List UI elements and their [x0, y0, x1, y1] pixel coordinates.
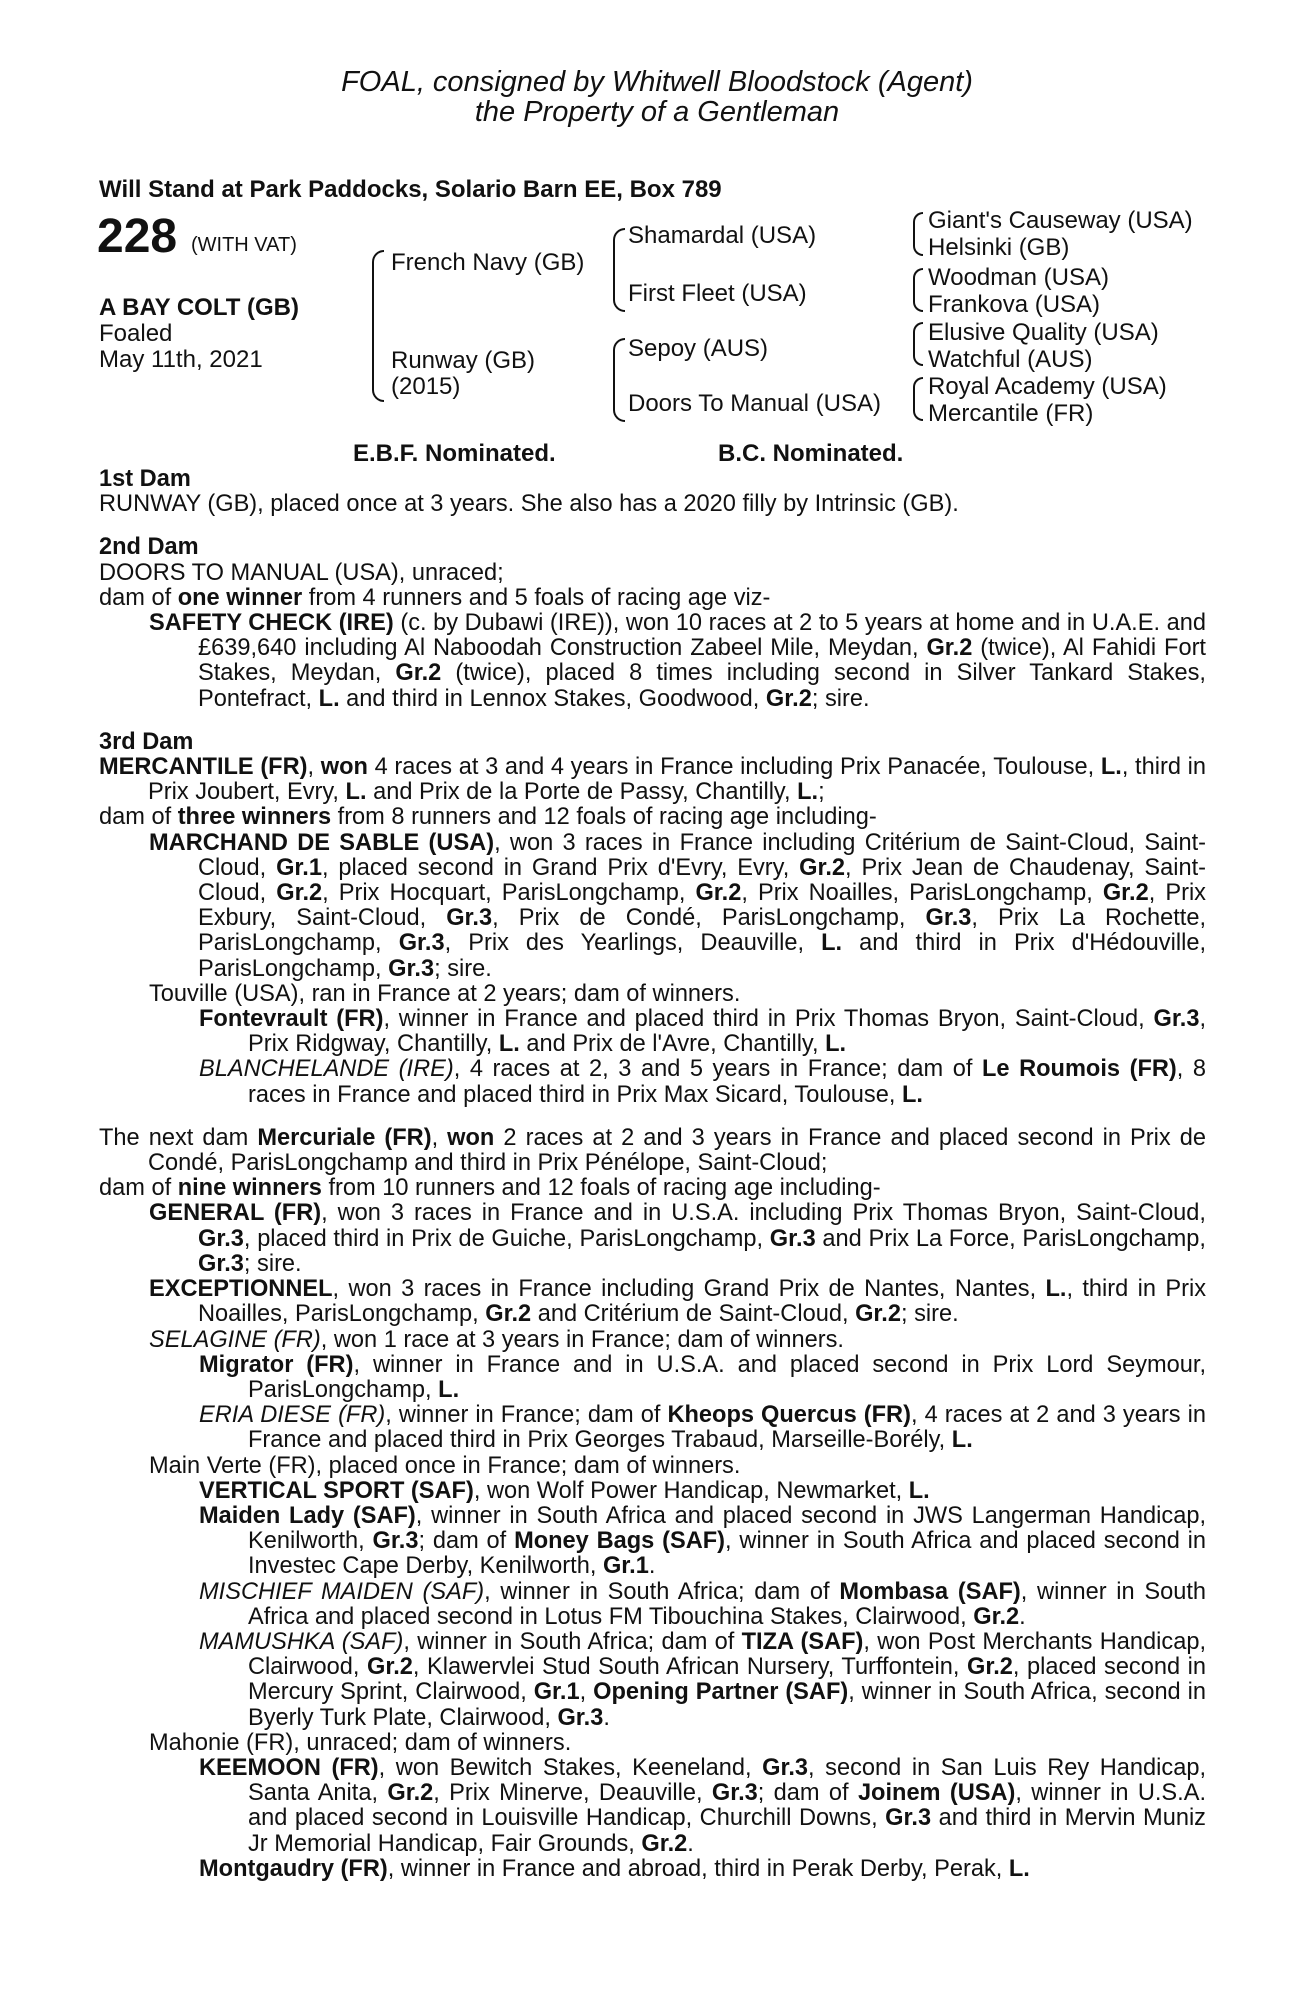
next-dam-grandprogeny-5: MISCHIEF MAIDEN (SAF), winner in South Africa; dam of Mombasa (SAF), winner in South Africa and placed second in Lotus FM Tibouchina Stakes, Clairwood, Gr.2.	[199, 1578, 1207, 1630]
dam2-paragraph: DOORS TO MANUAL (USA), unraced;	[99, 559, 504, 586]
dam3-heading: 3rd Dam	[99, 728, 194, 755]
foaled-label: Foaled	[99, 320, 173, 347]
dam3-grandprogeny-2: BLANCHELANDE (IRE), 4 races at 2, 3 and 5 years in France; dam of Le Roumois (FR), 8 races in France and placed third in Prix Max Sicard, Toulouse, L.	[199, 1056, 1207, 1108]
next-dam-grandprogeny-6: MAMUSHKA (SAF), winner in South Africa; dam of TIZA (SAF), won Post Merchants Handicap, Clairwood, Gr.2, Klawervlei Stud South African Nursery, Turffontein, Gr.2, placed second in Mercury Sprint, Clairwood, Gr.1, Opening Partner (SAF), winner in South Africa, second in Byerly Turk Plate, Clairwood, Gr.3.	[199, 1628, 1207, 1731]
pedigree-brace-dam	[613, 338, 625, 422]
pedigree-brace-ds	[913, 322, 923, 366]
dam2-progeny: SAFETY CHECK (IRE) (c. by Dubawi (IRE)), won 10 races at 2 to 5 years at home and in U.A.E. and £639,640 including Al Naboodah Construction Zabeel Mile, Meydan, Gr.2 (twice), Al Fahidi Fort Stakes, Meydan, Gr.2 (twice), placed 8 times including second in Silver Tankard Stakes, Pontefract, L. and third in Lennox Stakes, Goodwood, Gr.2; sire.	[149, 610, 1206, 712]
dam3-progeny-1: MARCHAND DE SABLE (USA), won 3 races in France including Critérium de Saint-Cloud, Saint-Cloud, Gr.1, placed second in Grand Prix d'Evry, Evry, Gr.2, Prix Jean de Chaudenay, Saint-Cloud, Gr.2, Prix Hocquart, ParisLongchamp, Gr.2, Prix Noailles, ParisLongchamp, Gr.2, Prix Exbury, Saint-Cloud, Gr.3, Prix de Condé, ParisLongchamp, Gr.3, Prix La Rochette, ParisLongchamp, Gr.3, Prix des Yearlings, Deauville, L. and third in Prix d'Hédouville, ParisLongchamp, Gr.3; sire.	[149, 829, 1207, 982]
pedigree-dsd: Watchful (AUS)	[928, 346, 1093, 373]
pedigree-sire: French Navy (GB)	[391, 249, 585, 276]
next-dam-paragraph: The next dam Mercuriale (FR), won 2 races at 2 and 3 years in France and placed second in Prix de Condé, ParisLongchamp and third in Prix Pénélope, Saint-Cloud;	[99, 1124, 1206, 1177]
vat-note: (WITH VAT)	[191, 234, 297, 256]
next-dam-grandprogeny-4: Maiden Lady (SAF), winner in South Africa and placed second in JWS Langerman Handicap, Kenilworth, Gr.3; dam of Money Bags (SAF), winner in South Africa and placed second in Investec Cape Derby, Kenilworth, Gr.1.	[199, 1502, 1207, 1580]
stand-location: Will Stand at Park Paddocks, Solario Barn EE, Box 789	[99, 176, 722, 203]
catalogue-body	[99, 467, 1206, 1882]
next-dam-grandprogeny-1: Migrator (FR), winner in France and in U.S.A. and placed second in Prix Lord Seymour, ParisLongchamp, L.	[199, 1351, 1206, 1403]
dam3-grandprogeny-1: Fontevrault (FR), winner in France and placed third in Prix Thomas Bryon, Saint-Cloud, Gr.3, Prix Ridgway, Chantilly, L. and Prix de l'Avre, Chantilly, L.	[199, 1006, 1207, 1058]
dam1-heading: 1st Dam	[99, 466, 191, 492]
pedigree-brace-sd	[913, 268, 923, 312]
pedigree-brace-dd	[913, 377, 923, 421]
lot-title: A BAY COLT (GB)	[99, 294, 300, 321]
next-dam-progeny-3: SELAGINE (FR), won 1 race at 3 years in France; dam of winners.	[149, 1326, 844, 1353]
property-line: the Property of a Gentleman	[474, 96, 840, 128]
next-dam-grandprogeny-2: ERIA DIESE (FR), winner in France; dam of Kheops Quercus (FR), 4 races at 2 and 3 years in France and placed third in Prix Georges Trabaud, Marseille-Borély, L.	[199, 1402, 1206, 1454]
pedigree-dss: Elusive Quality (USA)	[928, 319, 1159, 346]
pedigree-brace-main	[372, 250, 384, 402]
dam3-paragraph: MERCANTILE (FR), won 4 races at 3 and 4 years in France including Prix Panacée, Toulouse, L., third in Prix Joubert, Evry, L. and Prix de la Porte de Passy, Chantilly, L.;	[99, 754, 1206, 806]
pedigree-ds: Sepoy (AUS)	[628, 335, 769, 362]
dam3-progeny-2: Touville (USA), ran in France at 2 years; dam of winners.	[149, 980, 741, 1007]
next-dam-progeny-1: GENERAL (FR), won 3 races in France and in U.S.A. including Prix Thomas Bryon, Saint-Cloud, Gr.3, placed third in Prix de Guiche, ParisLongchamp, Gr.3 and Prix La Force, ParisLongchamp, Gr.3; sire.	[149, 1200, 1206, 1277]
pedigree-brace-ss	[913, 212, 923, 256]
next-dam-grandprogeny-3: VERTICAL SPORT (SAF), won Wolf Power Handicap, Newmarket, L.	[199, 1477, 930, 1504]
dam3-produce: dam of three winners from 8 runners and 12 foals of racing age including-	[99, 804, 877, 831]
pedigree-dam-year: (2015)	[391, 373, 461, 400]
next-dam-progeny-5: Mahonie (FR), unraced; dam of winners.	[149, 1729, 572, 1756]
foaled-date: May 11th, 2021	[99, 346, 263, 373]
lot-number: 228	[97, 210, 178, 263]
pedigree-dam: Runway (GB)	[391, 347, 536, 374]
pedigree-dds: Royal Academy (USA)	[928, 373, 1167, 400]
dam1-paragraph: RUNWAY (GB), placed once at 3 years. She also has a 2020 filly by Intrinsic (GB).	[99, 491, 959, 518]
pedigree-sd: First Fleet (USA)	[628, 280, 807, 307]
ebf-nomination: E.B.F. Nominated.	[353, 440, 556, 467]
pedigree-ddd: Mercantile (FR)	[928, 400, 1094, 427]
dam2-heading: 2nd Dam	[99, 534, 199, 561]
pedigree-ssd: Helsinki (GB)	[928, 234, 1070, 261]
next-dam-progeny-4: Main Verte (FR), placed once in France; dam of winners.	[149, 1452, 741, 1479]
consignor-line: FOAL, consigned by Whitwell Bloodstock (Agent)	[341, 66, 973, 98]
next-dam-produce: dam of nine winners from 10 runners and 12 foals of racing age including-	[99, 1175, 881, 1202]
pedigree-sss: Giant's Causeway (USA)	[928, 207, 1193, 234]
next-dam-progeny-2: EXCEPTIONNEL, won 3 races in France including Grand Prix de Nantes, Nantes, L., third in Prix Noailles, ParisLongchamp, Gr.2 and Critérium de Saint-Cloud, Gr.2; sire.	[149, 1276, 1206, 1328]
next-dam-grandprogeny-7: KEEMOON (FR), won Bewitch Stakes, Keeneland, Gr.3, second in San Luis Rey Handicap, Santa Anita, Gr.2, Prix Minerve, Deauville, Gr.3; dam of Joinem (USA), winner in U.S.A. and placed second in Louisville Handicap, Churchill Downs, Gr.3 and third in Mervin Muniz Jr Memorial Handicap, Fair Grounds, Gr.2.	[199, 1754, 1207, 1857]
pedigree-sdd: Frankova (USA)	[928, 291, 1101, 318]
pedigree-ss: Shamardal (USA)	[628, 222, 817, 249]
pedigree-brace-sire	[613, 228, 625, 312]
pedigree-sds: Woodman (USA)	[928, 264, 1109, 291]
dam2-produce: dam of one winner from 4 runners and 5 foals of racing age viz-	[99, 584, 771, 611]
next-dam-grandprogeny-8: Montgaudry (FR), winner in France and abroad, third in Perak Derby, Perak, L.	[199, 1855, 1030, 1882]
bc-nomination: B.C. Nominated.	[718, 440, 904, 467]
pedigree-dd: Doors To Manual (USA)	[628, 390, 881, 417]
